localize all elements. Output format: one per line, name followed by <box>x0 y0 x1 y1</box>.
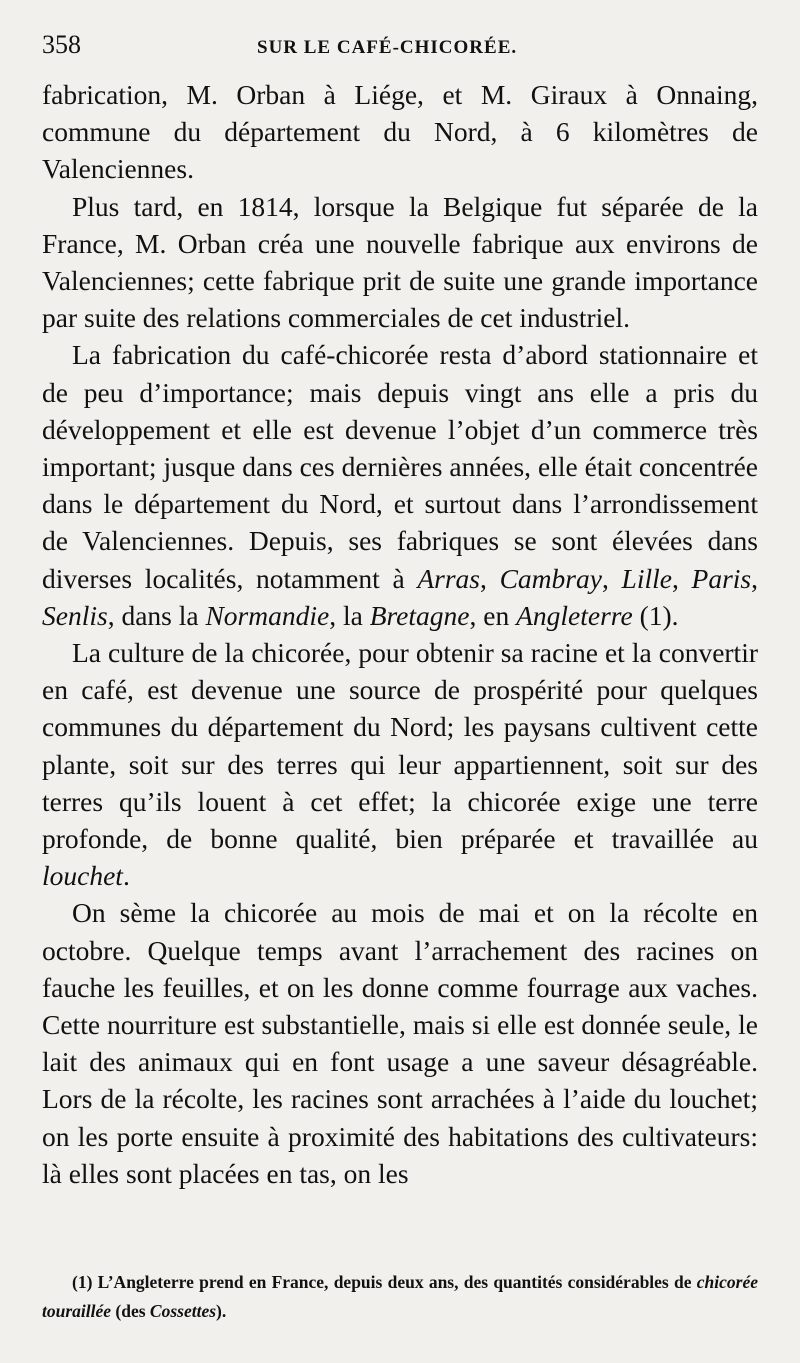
italic-text: chicorée touraillée <box>42 1272 758 1321</box>
text-run: (des <box>111 1301 150 1321</box>
text-run: . <box>122 860 130 892</box>
paragraph <box>42 894 758 1192</box>
italic-text: Cossettes <box>149 1301 217 1321</box>
text-run: , dans la <box>107 599 206 631</box>
text-run: (1). <box>632 599 679 631</box>
paragraph <box>42 634 758 894</box>
page-number: 358 <box>42 30 81 59</box>
paragraph <box>42 336 758 634</box>
text-run: , en <box>469 599 517 631</box>
italic-text: Normandie <box>205 599 330 631</box>
italic-text: Senlis <box>42 599 108 631</box>
italic-text: Cambray <box>499 562 602 594</box>
running-title: SUR LE CAFÉ-CHICORÉE. <box>257 37 518 58</box>
body-text <box>42 76 758 1192</box>
text-run: , la <box>329 599 370 631</box>
italic-text: Paris <box>691 562 752 594</box>
italic-text: Angleterre <box>516 599 633 631</box>
page-header <box>42 30 758 76</box>
paragraph <box>42 188 758 337</box>
text-run: , <box>480 562 500 594</box>
text-run: , <box>601 562 622 594</box>
text-run: La culture de la chicorée, pour obtenir sa racine et la convertir en café, est devenue une source de prospérité pour quelques communes du département du Nord; les paysans cultivent cette plante, soit sur des terres qui leur appartiennent, soit sur des terres qu’ils louent à cet effet; la chicorée exige une terre profonde, de bonne qualité, bien préparée et travaillée au <box>42 637 758 855</box>
italic-text: Bretagne <box>369 599 470 631</box>
text-run: Plus tard, en 1814, lorsque la Belgique fut séparée de la France, M. Orban créa une nouvelle fabrique aux environs de Valenciennes; cette fabrique prit de suite une grande importance par suite des relations commerciales de cet industriel. <box>42 190 758 334</box>
text-run: , <box>671 562 692 594</box>
text-run: (1) L’Angleterre prend en France, depuis deux ans, des quantités considérables de <box>72 1272 697 1292</box>
italic-text: Arras <box>417 562 480 594</box>
text-run: , <box>751 562 758 594</box>
italic-text: louchet <box>42 860 123 892</box>
footnote-text <box>42 1268 758 1326</box>
text-run: fabrication, M. Orban à Liége, et M. Giraux à Onnaing, commune du département du Nord, à 6 kilomètres de Valenciennes. <box>42 79 758 185</box>
footnote <box>42 1268 758 1326</box>
text-run: On sème la chicorée au mois de mai et on la récolte en octobre. Quelque temps avant l’arrachement des racines on fauche les feuilles, et on les donne comme fourrage aux vaches. Cette nourriture est substantielle, mais si elle est donnée seule, le lait des animaux qui en font usage a une saveur désagréable. Lors de la récolte, les racines sont arrachées à l’aide du louchet; on les porte ensuite à proximité des habitations des cultivateurs: là elles sont placées en tas, on les <box>42 897 758 1189</box>
paragraph <box>42 76 758 188</box>
text-run: La fabrication du café-chicorée resta d’abord stationnaire et de peu d’importance; mais depuis vingt ans elle a pris du développement et elle est devenue l’objet d’un commerce très important; jusque dans ces dernières années, elle était concentrée dans le département du Nord, et surtout dans l’arrondissement de Valenciennes. Depuis, ses fabriques se sont élevées dans diverses localités, notamment à <box>42 339 758 594</box>
italic-text: Lille <box>621 562 672 594</box>
text-run: ). <box>216 1301 227 1321</box>
